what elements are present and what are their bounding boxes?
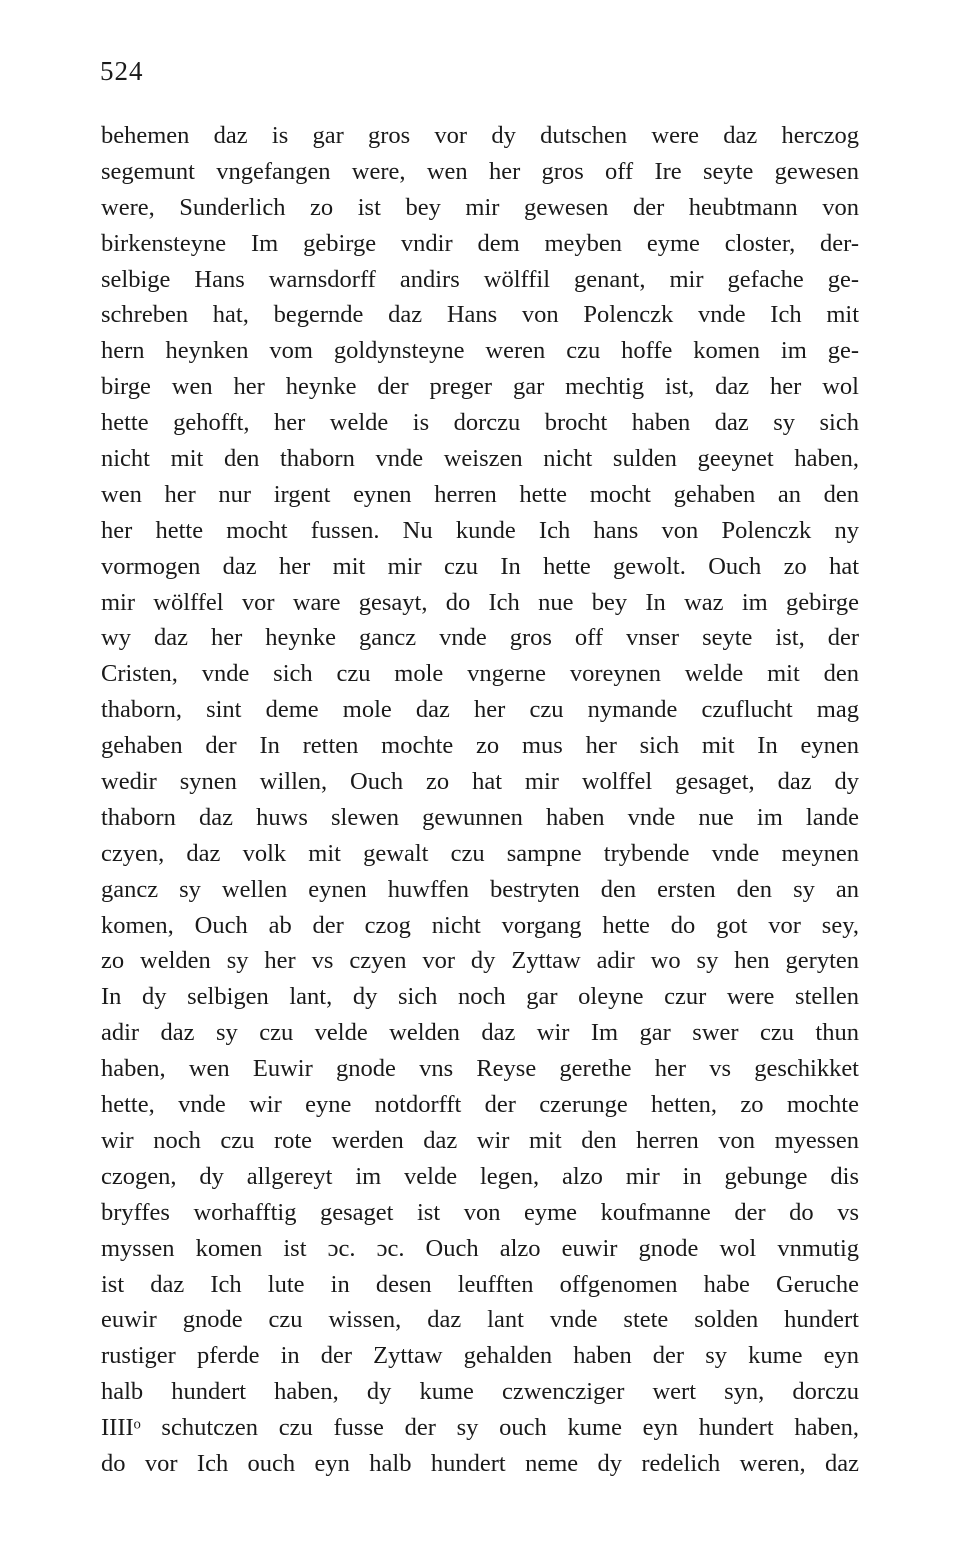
text-line: segemunt vngefangen were, wen her gros off Ire seyte gewesen bbox=[101, 157, 859, 185]
text-line: zo welden sy her vs czyen vor dy Zyttaw adir wo sy hen geryten bbox=[101, 947, 859, 975]
body-text bbox=[101, 118, 859, 1482]
text-line: euwir gnode czu wissen, daz lant vnde stete solden hundert bbox=[101, 1306, 859, 1334]
text-line: wir noch czu rote werden daz wir mit den herren von myessen bbox=[101, 1126, 859, 1154]
text-line: behemen daz is gar gros vor dy dutschen were daz herczog bbox=[101, 122, 859, 149]
text-line: schreben hat, begernde daz Hans von Polenczk vnde Ich mit bbox=[101, 301, 859, 329]
text-line: thaborn, sint deme mole daz her czu nymande czuflucht mag bbox=[101, 696, 859, 724]
text-line: IIIIᵒ schutczen czu fusse der sy ouch kume eyn hundert haben, bbox=[101, 1414, 859, 1442]
text-line: were, Sunderlich zo ist bey mir gewesen der heubtmann von bbox=[101, 193, 859, 221]
text-line: adir daz sy czu velde welden daz wir Im gar swer czu thun bbox=[101, 1019, 859, 1047]
text-line: thaborn daz huws slewen gewunnen haben vnde nue im lande bbox=[101, 803, 859, 831]
text-line: hette, vnde wir eyne notdorfft der czerunge hetten, zo mochte bbox=[101, 1091, 859, 1119]
text-line: vormogen daz her mit mir czu In hette gewolt. Ouch zo hat bbox=[101, 552, 859, 580]
text-line: myssen komen ist ɔc. ɔc. Ouch alzo euwir gnode wol vnmutig bbox=[101, 1234, 859, 1262]
text-line: Cristen, vnde sich czu mole vngerne voreynen welde mit den bbox=[101, 660, 859, 688]
text-line: gancz sy wellen eynen huwffen bestryten den ersten den sy an bbox=[101, 875, 859, 903]
text-line: nicht mit den thaborn vnde weiszen nicht sulden geeynet haben, bbox=[101, 445, 859, 473]
page-number: 524 bbox=[100, 56, 144, 86]
text-line: In dy selbigen lant, dy sich noch gar oleyne czur were stellen bbox=[101, 983, 859, 1011]
text-line: selbige Hans warnsdorff andirs wölffil genant, mir gefache ge- bbox=[101, 265, 859, 293]
text-line: hern heynken vom goldynsteyne weren czu hoffe komen im ge- bbox=[101, 337, 859, 365]
text-line: halb hundert haben, dy kume czwencziger wert syn, dorczu bbox=[101, 1378, 859, 1406]
text-line: czogen, dy allgereyt im velde legen, alzo mir in gebunge dis bbox=[101, 1162, 859, 1190]
text-line: birkensteyne Im gebirge vndir dem meyben eyme closter, der- bbox=[101, 229, 859, 257]
text-line: wen her nur irgent eynen herren hette mocht gehaben an den bbox=[101, 480, 859, 508]
text-line: wy daz her heynke gancz vnde gros off vnser seyte ist, der bbox=[101, 624, 859, 652]
text-line: do vor Ich ouch eyn halb hundert neme dy redelich weren, daz bbox=[101, 1449, 859, 1477]
text-line: mir wölffel vor ware gesayt, do Ich nue bey In waz im gebirge bbox=[101, 588, 859, 616]
text-line: wedir synen willen, Ouch zo hat mir wolffel gesaget, daz dy bbox=[101, 768, 859, 796]
text-line: bryffes worhafftig gesaget ist von eyme koufmanne der do vs bbox=[101, 1198, 859, 1226]
text-line: komen, Ouch ab der czog nicht vorgang hette do got vor sey, bbox=[101, 911, 859, 939]
text-line: birge wen her heynke der preger gar mechtig ist, daz her wol bbox=[101, 373, 859, 401]
text-line: rustiger pferde in der Zyttaw gehalden haben der sy kume eyn bbox=[101, 1342, 859, 1370]
text-line: haben, wen Euwir gnode vns Reyse gerethe her vs geschikket bbox=[101, 1055, 859, 1083]
text-line: gehaben der In retten mochte zo mus her sich mit In eynen bbox=[101, 732, 859, 760]
text-line: czyen, daz volk mit gewalt czu sampne trybende vnde meynen bbox=[101, 839, 859, 867]
text-line: hette gehofft, her welde is dorczu brocht haben daz sy sich bbox=[101, 409, 859, 437]
text-line: her hette mocht fussen. Nu kunde Ich hans von Polenczk ny bbox=[101, 516, 859, 544]
text-line: ist daz Ich lute in desen leufften offgenomen habe Geruche bbox=[101, 1270, 859, 1298]
